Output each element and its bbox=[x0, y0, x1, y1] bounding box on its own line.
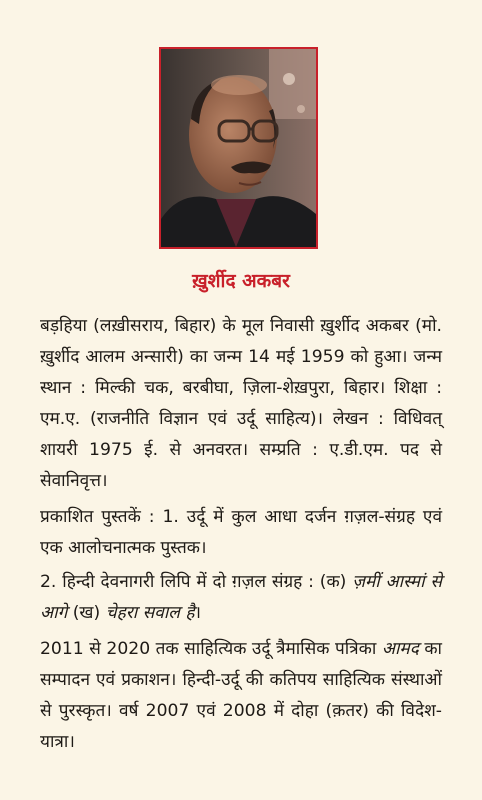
book-title-zameen: ज़मीं आस्मां से आगे bbox=[40, 572, 443, 623]
bio-paragraph-intro: बड़हिया (लख़ीसराय, बिहार) के मूल निवासी ख़ुर्शीद अकबर (मो. ख़ुर्शीद आलम अन्सारी) का जन्म 14 मई 1959 को हुआ। जन्म स्थान : मिल्की चक, बरबीघा, ज़िला-शेख़पुरा, बिहार। शिक्षा : एम.ए. (राजनीति विज्ञान एवं उर्दू साहित्य)। लेखन : विधिवत् शायरी 1975 ई. से अनवरत। सम्प्रति : ए.डी.एम. पद से सेवानिवृत्त। bbox=[40, 316, 442, 491]
magazine-title-aamad: आमद bbox=[381, 639, 419, 659]
bio-paragraph-editorial bbox=[40, 634, 442, 758]
hindi-collections-end: । bbox=[194, 603, 202, 623]
book-title-chehra: चेहरा सवाल है bbox=[105, 603, 195, 623]
author-portrait-image bbox=[161, 49, 316, 247]
author-bio bbox=[40, 311, 442, 758]
hindi-collections-lead: 2. हिन्दी देवनागरी लिपि में दो ग़ज़ल संग्रह : (क) bbox=[40, 572, 353, 592]
author-name-heading: ख़ुर्शीद अकबर bbox=[192, 270, 290, 292]
bio-paragraph-publications: प्रकाशित पुस्तकें : 1. उर्दू में कुल आधा दर्जन ग़ज़ल-संग्रह एवं एक आलोचनात्मक पुस्तक। bbox=[40, 507, 442, 558]
author-photo bbox=[159, 47, 318, 249]
hindi-collections-separator: (ख) bbox=[67, 603, 106, 623]
editorial-rest: का सम्पादन एवं प्रकाशन। हिन्दी-उर्दू की कतिपय साहित्यिक संस्थाओं से पुरस्कृत। वर्ष 2007 एवं 2008 में दोहा (क़तर) की विदेश-यात्रा। bbox=[40, 639, 442, 752]
editorial-lead: 2011 से 2020 तक साहित्यिक उर्दू त्रैमासिक पत्रिका bbox=[40, 639, 382, 659]
bio-paragraph-hindi-collections bbox=[40, 567, 442, 629]
